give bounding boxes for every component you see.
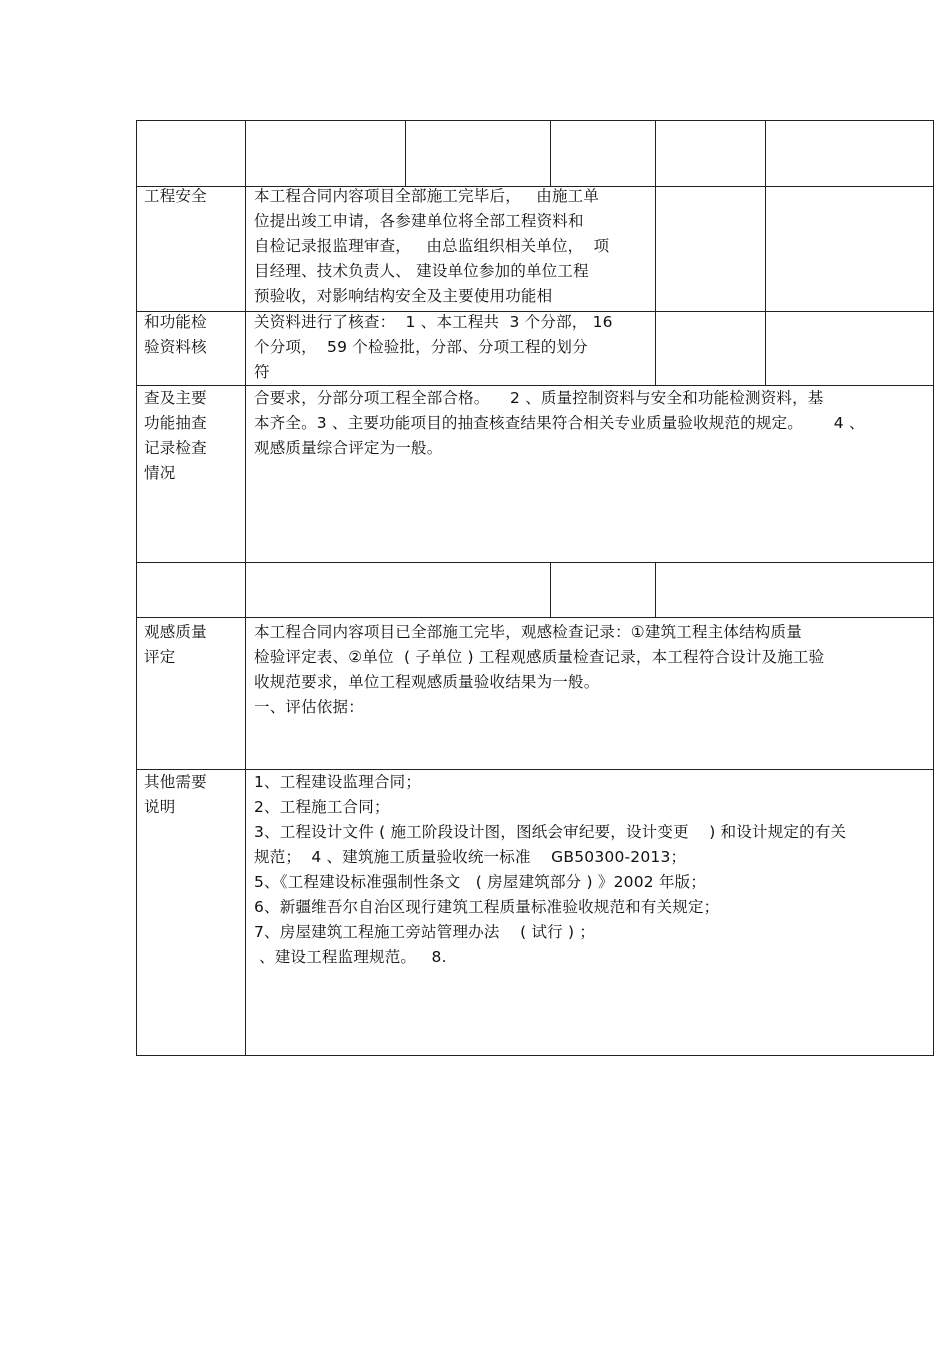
row-label-inspection-1: 查及主要 (144, 389, 207, 407)
header-divider-c (655, 120, 656, 386)
table-border-bottom (136, 1055, 934, 1056)
table-border-left (136, 120, 137, 1056)
row-label-appearance-1: 观感质量 (144, 623, 207, 641)
label-column-divider (245, 120, 246, 1056)
row-divider-4 (136, 562, 934, 563)
inspection-text-line-2: 本齐全。3 、主要功能项目的抽查核查结果符合相关专业质量验收规范的规定。 4 、 (254, 414, 865, 432)
function-text-line-2: 个分项， 59 个检验批，分部、分项工程的划分 (254, 338, 588, 356)
other-text-line-4: 规范； 4 、建筑施工质量验收统一标准 GB50300-2013； (254, 848, 687, 866)
safety-text-line-3: 自检记录报监理审查， 由总监组织相关单位， 项 (254, 237, 610, 255)
other-text-line-6: 6、新疆维吾尔自治区现行建筑工程质量标准验收规范和有关规定； (254, 898, 720, 916)
appearance-text-line-3: 收规范要求，单位工程观感质量验收结果为一般。 (254, 673, 600, 691)
row-label-function-1: 和功能检 (144, 313, 207, 331)
row-divider-5 (136, 617, 934, 618)
row-label-appearance-2: 评定 (144, 648, 176, 666)
row-label-safety: 工程安全 (144, 187, 207, 205)
header-divider-b (550, 120, 551, 187)
mid-divider-a (550, 562, 551, 618)
inspection-text-line-3: 观感质量综合评定为一般。 (254, 439, 443, 457)
row-label-inspection-2: 功能抽查 (144, 414, 207, 432)
header-divider-a (405, 120, 406, 187)
row-label-other-2: 说明 (144, 798, 176, 816)
other-text-line-8: 、建设工程监理规范。 8. (254, 948, 447, 966)
safety-text-line-4: 目经理、技术负责人、 建设单位参加的单位工程 (254, 262, 589, 280)
row-label-inspection-3: 记录检查 (144, 439, 207, 457)
other-text-line-1: 1、工程建设监理合同； (254, 773, 422, 791)
appearance-text-line-4: 一、评估依据： (254, 698, 364, 716)
row-label-function-2: 验资料核 (144, 338, 207, 356)
inspection-text-line-1: 合要求，分部分项工程全部合格。 2 、质量控制资料与安全和功能检测资料，基 (254, 389, 824, 407)
safety-text-line-5: 预验收，对影响结构安全及主要使用功能相 (254, 287, 553, 305)
function-text-line-3: 符 (254, 363, 270, 381)
mid-divider-b (655, 562, 656, 618)
appearance-text-line-1: 本工程合同内容项目已全部施工完毕，观感检查记录：①建筑工程主体结构质量 (254, 623, 802, 641)
safety-text-line-1: 本工程合同内容项目全部施工完毕后， 由施工单 (254, 187, 600, 205)
row-label-other-1: 其他需要 (144, 773, 207, 791)
safety-text-line-2: 位提出竣工申请，各参建单位将全部工程资料和 (254, 212, 584, 230)
appearance-text-line-2: 检验评定表、②单位 ( 子单位 ) 工程观感质量检查记录，本工程符合设计及施工验 (254, 648, 825, 666)
row-label-inspection-4: 情况 (144, 464, 176, 482)
other-text-line-2: 2、工程施工合同； (254, 798, 390, 816)
table-border-top (136, 120, 934, 121)
function-text-line-1: 关资料进行了核查： 1 、本工程共 3 个分部， 16 (254, 313, 613, 331)
other-text-line-5: 5、《工程建设标准强制性条文 ( 房屋建筑部分 ) 》2002 年版； (254, 873, 707, 891)
table-border-right (933, 120, 934, 1056)
other-text-line-3: 3、工程设计文件 ( 施工阶段设计图，图纸会审纪要，设计变更 ) 和设计规定的有关 (254, 823, 847, 841)
header-divider-d (765, 120, 766, 386)
other-text-line-7: 7、房屋建筑工程施工旁站管理办法 ( 试行 ) ； (254, 923, 596, 941)
